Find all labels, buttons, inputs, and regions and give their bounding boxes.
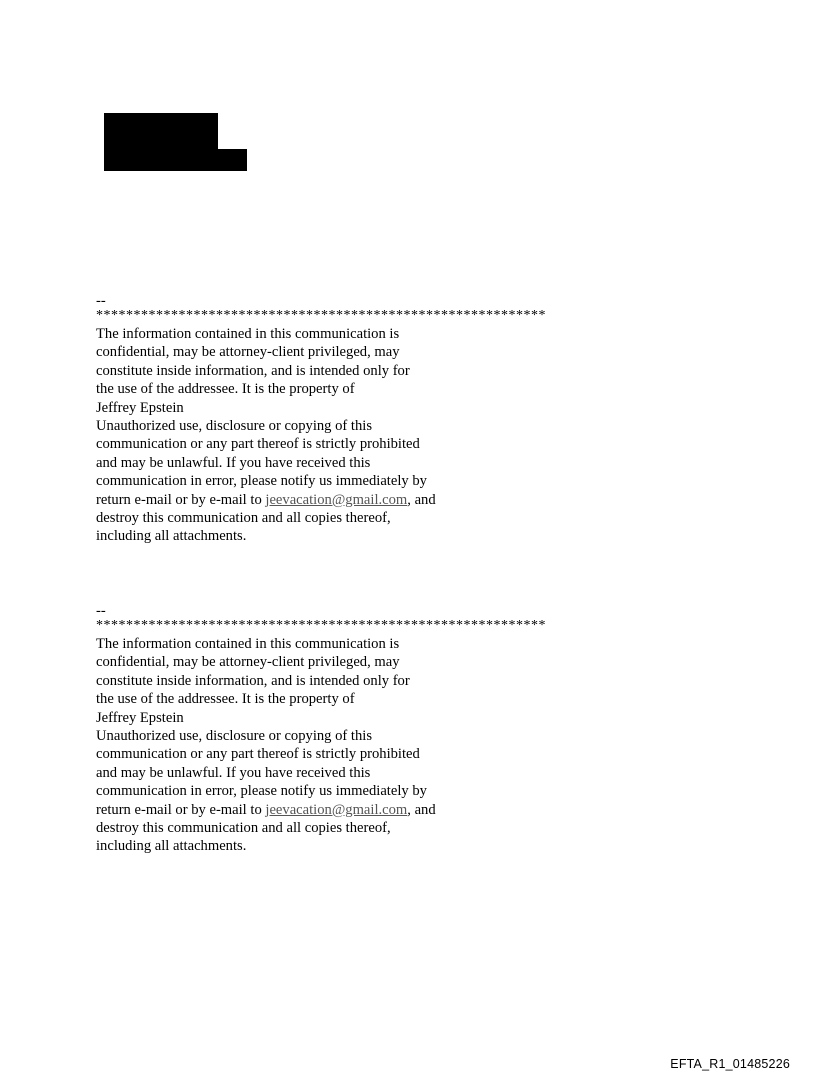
confidentiality-notice	[96, 603, 656, 856]
notice-line: including all attachments.	[96, 528, 247, 545]
signature-separator: --	[96, 603, 106, 619]
notice-line: Jeffrey Epstein	[96, 709, 184, 726]
notice-line: communication or any part thereof is strictly prohibited	[96, 436, 420, 453]
notice-line: the use of the addressee. It is the property of	[96, 691, 355, 708]
notice-line: communication or any part thereof is strictly prohibited	[96, 746, 420, 763]
notice-line: destroy this communication and all copies thereof,	[96, 510, 391, 527]
star-divider: ************************************************************	[96, 309, 546, 323]
notice-line: destroy this communication and all copies thereof,	[96, 820, 391, 837]
redaction-block	[104, 149, 247, 171]
notice-line: The information contained in this communication is	[96, 636, 400, 652]
notice-line: constitute inside information, and is intended only for	[96, 362, 410, 379]
notice-line: communication in error, please notify us immediately by	[96, 783, 427, 800]
email-line-suffix: , and	[407, 491, 436, 508]
notice-line: communication in error, please notify us immediately by	[96, 473, 427, 490]
notice-line: including all attachments.	[96, 838, 247, 855]
notice-line: Unauthorized use, disclosure or copying of this	[96, 728, 373, 745]
notice-line: confidential, may be attorney-client privileged, may	[96, 654, 400, 671]
notice-email-line	[96, 801, 656, 819]
bates-number: EFTA_R1_01485226	[670, 1057, 790, 1071]
notice-line: confidential, may be attorney-client privileged, may	[96, 344, 400, 361]
email-line-prefix: return e-mail or by e-mail to	[96, 491, 266, 508]
notice-line: constitute inside information, and is intended only for	[96, 672, 410, 689]
email-line-suffix: , and	[407, 801, 436, 818]
email-link[interactable]: jeevacation@gmail.com	[265, 491, 408, 508]
email-link[interactable]: jeevacation@gmail.com	[265, 801, 408, 818]
confidentiality-notice	[96, 293, 656, 546]
signature-separator: --	[96, 293, 106, 309]
notice-line: and may be unlawful. If you have received this	[96, 764, 371, 781]
notice-line: Unauthorized use, disclosure or copying of this	[96, 418, 373, 435]
notice-line: the use of the addressee. It is the property of	[96, 381, 355, 398]
notice-email-line	[96, 491, 656, 509]
email-line-prefix: return e-mail or by e-mail to	[96, 801, 266, 818]
notice-line: The information contained in this communication is	[96, 326, 400, 342]
star-divider: ************************************************************	[96, 619, 546, 633]
notice-line: and may be unlawful. If you have received this	[96, 454, 371, 471]
notice-line: Jeffrey Epstein	[96, 399, 184, 416]
